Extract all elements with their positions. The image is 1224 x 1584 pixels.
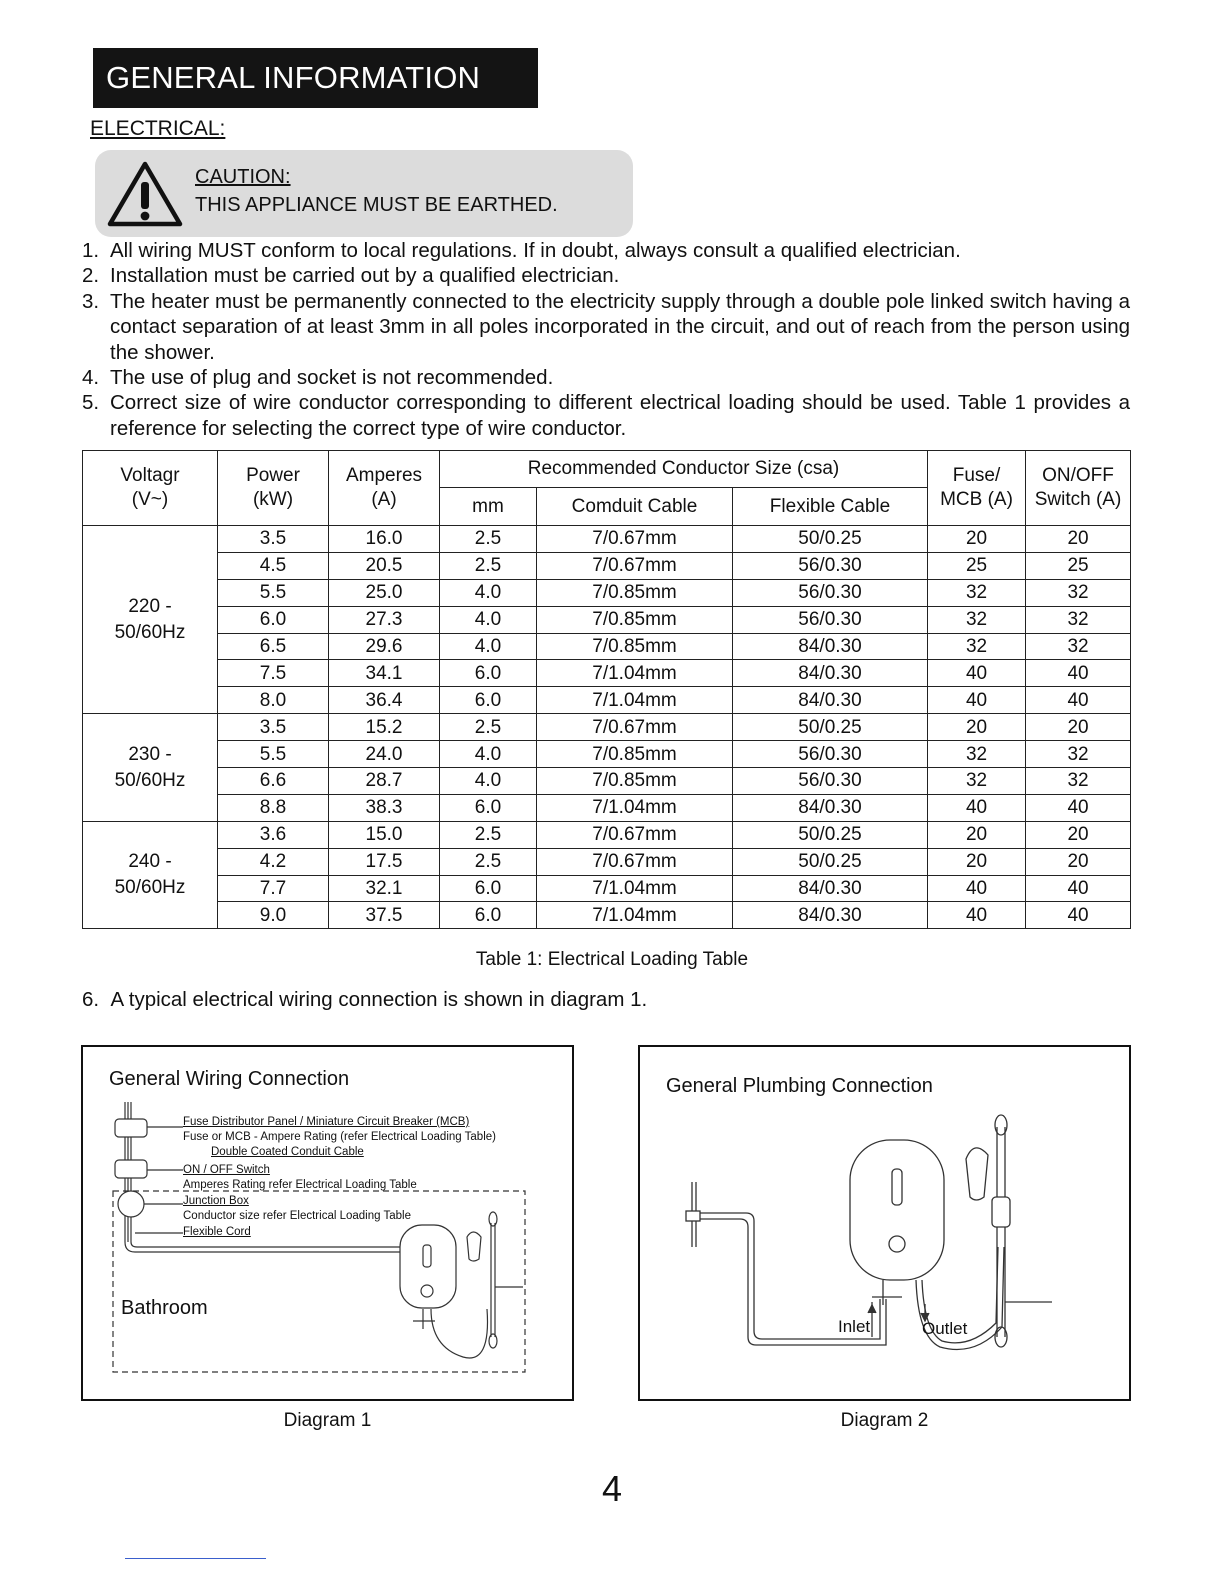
callout-junction-box: Junction Box [183,1195,249,1207]
table-cell: 6.0 [440,902,537,929]
table-cell: 7/0.67mm [537,848,733,875]
list-number: 4. [82,366,100,390]
table-cell: 20 [928,848,1026,875]
callout-fuse-panel: Fuse Distributor Panel / Miniature Circuit Breaker (MCB) [183,1116,470,1128]
table-cell: 50/0.25 [733,821,928,848]
table-cell: 6.0 [440,660,537,687]
callout-conduit-cable: Double Coated Conduit Cable [211,1146,364,1158]
table-cell: 40 [928,794,1026,821]
table-cell: 40 [1026,794,1131,821]
table-cell: 40 [1026,902,1131,929]
conduit-cable-header: Comduit Cable [537,488,733,526]
table-cell: 84/0.30 [733,660,928,687]
table-cell: 4.0 [440,768,537,795]
table-row [83,606,1131,633]
callout-flexible-cord: Flexible Cord [183,1226,251,1238]
voltage-cell: 240 - 50/60Hz [83,821,218,929]
table-cell: 20 [928,714,1026,741]
table-cell: 84/0.30 [733,875,928,902]
table-cell: 20 [1026,526,1131,553]
table-cell: 32 [928,741,1026,768]
table-cell: 84/0.30 [733,794,928,821]
callout-conductor-size: Conductor size refer Electrical Loading Table [183,1210,411,1222]
table-cell: 7/0.85mm [537,768,733,795]
table-cell: 40 [1026,875,1131,902]
list-number: 2. [82,264,100,288]
table-cell: 56/0.30 [733,741,928,768]
table-cell: 6.0 [440,687,537,714]
electrical-loading-table [82,450,1131,929]
table-cell: 2.5 [440,821,537,848]
list-item-6: 6. A typical electrical wiring connection is shown in diagram 1. [82,988,648,1011]
table-cell: 7/0.85mm [537,579,733,606]
table-cell: 29.6 [329,633,440,660]
power-header: Power (kW) [218,451,329,526]
table-cell: 7/0.85mm [537,606,733,633]
table-cell: 2.5 [440,848,537,875]
list-item [82,365,1130,390]
table-cell: 40 [928,875,1026,902]
list-number: 3. [82,289,100,313]
bathroom-label: Bathroom [121,1297,208,1319]
list-item [82,238,1130,263]
table-cell: 40 [928,687,1026,714]
table-cell: 3.6 [218,821,329,848]
list-text: The use of plug and socket is not recommended. [110,366,554,390]
table-cell: 40 [1026,687,1131,714]
table-cell: 50/0.25 [733,848,928,875]
table-cell: 7/1.04mm [537,687,733,714]
list-text: Installation must be carried out by a qualified electrician. [110,264,620,288]
table-cell: 34.1 [329,660,440,687]
diagram-1-caption: Diagram 1 [283,1410,372,1431]
table-cell: 32 [928,579,1026,606]
plumbing-diagram-title: General Plumbing Connection [666,1075,933,1097]
switch-header: ON/OFF Switch (A) [1026,451,1131,526]
amperes-header: Amperes (A) [329,451,440,526]
table-cell: 3.5 [218,526,329,553]
table-cell: 7/1.04mm [537,660,733,687]
table-cell: 8.0 [218,687,329,714]
table-cell: 56/0.30 [733,552,928,579]
table-cell: 9.0 [218,902,329,929]
table-cell: 32 [1026,579,1131,606]
table-cell: 5.5 [218,579,329,606]
table-row [83,687,1131,714]
list-item [82,289,1130,365]
list-number: 5. [82,391,100,415]
table-cell: 84/0.30 [733,633,928,660]
list-item [82,390,1130,441]
plumbing-illustration [640,1047,1128,1398]
table-cell: 4.5 [218,552,329,579]
table-cell: 32 [1026,606,1131,633]
table-row [83,660,1131,687]
table-cell: 4.0 [440,633,537,660]
table-cell: 4.2 [218,848,329,875]
electrical-label: ELECTRICAL: [90,117,226,140]
table-cell: 7/0.85mm [537,741,733,768]
table-cell: 8.8 [218,794,329,821]
table-row [83,552,1131,579]
warning-triangle-icon [107,160,183,228]
table-cell: 36.4 [329,687,440,714]
table-cell: 32 [928,606,1026,633]
list-text: The heater must be permanently connected to the electricity supply through a double pole linked switch having a contact separation of at least 3mm in all poles incorporated in the circuit, and out of reach from the person using the shower. [110,289,1130,364]
outlet-label: Outlet [922,1319,968,1338]
table-cell: 32 [1026,633,1131,660]
voltage-cell: 220 - 50/60Hz [83,526,218,714]
table-cell: 20 [928,821,1026,848]
table-cell: 32 [1026,741,1131,768]
table-cell: 2.5 [440,552,537,579]
table-cell: 40 [928,660,1026,687]
table-cell: 7/0.67mm [537,821,733,848]
table-caption: Table 1: Electrical Loading Table [475,949,749,970]
wiring-diagram-title: General Wiring Connection [109,1068,350,1090]
table-cell: 40 [1026,660,1131,687]
table-cell: 25 [1026,552,1131,579]
table-cell: 32 [928,633,1026,660]
footer-rule [125,1558,266,1559]
table-cell: 7/0.67mm [537,552,733,579]
table-row [83,875,1131,902]
table-cell: 20 [1026,714,1131,741]
diagram-2-caption: Diagram 2 [840,1410,929,1431]
section-header: GENERAL INFORMATION [93,48,538,108]
table-cell: 25 [928,552,1026,579]
table-cell: 20 [928,526,1026,553]
plumbing-diagram [638,1045,1131,1401]
table-cell: 7.5 [218,660,329,687]
conductor-size-header: Recommended Conductor Size (csa) [440,451,928,488]
table-cell: 6.0 [440,794,537,821]
table-cell: 84/0.30 [733,902,928,929]
table-cell: 25.0 [329,579,440,606]
table-cell: 37.5 [329,902,440,929]
table-cell: 56/0.30 [733,768,928,795]
table-cell: 24.0 [329,741,440,768]
table-cell: 7/0.67mm [537,714,733,741]
table-cell: 4.0 [440,741,537,768]
table-row [83,848,1131,875]
caution-box [95,150,633,237]
table-row [83,902,1131,929]
list-text: All wiring MUST conform to local regulations. If in doubt, always consult a qualified electrician. [110,239,961,262]
table-cell: 6.0 [218,606,329,633]
table-cell: 17.5 [329,848,440,875]
callout-amperes-rating: Amperes Rating refer Electrical Loading Table [183,1179,417,1191]
callout-fuse-rating: Fuse or MCB - Ampere Rating (refer Electrical Loading Table) [183,1131,496,1143]
voltage-cell: 230 - 50/60Hz [83,714,218,822]
table-cell: 7/1.04mm [537,902,733,929]
table-cell: 3.5 [218,714,329,741]
wiring-diagram [81,1045,574,1401]
table-cell: 20.5 [329,552,440,579]
table-cell: 6.0 [440,875,537,902]
instruction-list [82,238,1130,441]
table-cell: 32 [928,768,1026,795]
flexible-cable-header: Flexible Cable [733,488,928,526]
table-cell: 2.5 [440,714,537,741]
table-row [83,794,1131,821]
list-item [82,263,1130,288]
list-number: 1. [82,239,100,262]
table-cell: 50/0.25 [733,714,928,741]
table-cell: 7/1.04mm [537,875,733,902]
table-cell: 6.5 [218,633,329,660]
table-cell: 27.3 [329,606,440,633]
table-cell: 15.0 [329,821,440,848]
table-cell: 7/0.85mm [537,633,733,660]
table-cell: 2.5 [440,526,537,553]
table-row [83,821,1131,848]
table-cell: 20 [1026,821,1131,848]
table-cell: 40 [928,902,1026,929]
table-cell: 56/0.30 [733,606,928,633]
table-cell: 4.0 [440,579,537,606]
voltage-header: Voltagr (V~) [83,451,218,526]
table-cell: 20 [1026,848,1131,875]
table-cell: 4.0 [440,606,537,633]
table-cell: 7/0.67mm [537,526,733,553]
mm-header: mm [440,488,537,526]
page-number: 4 [601,1468,623,1509]
table-cell: 56/0.30 [733,579,928,606]
table-row [83,579,1131,606]
table-cell: 7.7 [218,875,329,902]
table-cell: 38.3 [329,794,440,821]
table-row [83,768,1131,795]
table-cell: 84/0.30 [733,687,928,714]
table-cell: 32.1 [329,875,440,902]
fuse-header: Fuse/ MCB (A) [928,451,1026,526]
table-cell: 7/1.04mm [537,794,733,821]
table-row [83,714,1131,741]
callout-switch: ON / OFF Switch [183,1164,270,1176]
table-cell: 32 [1026,768,1131,795]
caution-title: CAUTION: [195,166,291,188]
caution-text: THIS APPLIANCE MUST BE EARTHED. [195,194,558,216]
list-text: Correct size of wire conductor corresponding to different electrical loading should be used. Table 1 provides a reference for selecting the correct type of wire conductor. [110,391,1130,440]
table-cell: 5.5 [218,741,329,768]
table-row [83,741,1131,768]
table-cell: 28.7 [329,768,440,795]
table-cell: 50/0.25 [733,526,928,553]
table-row [83,633,1131,660]
table-cell: 6.6 [218,768,329,795]
table-cell: 15.2 [329,714,440,741]
table-cell: 16.0 [329,526,440,553]
table-row [83,526,1131,553]
inlet-label: Inlet [838,1317,871,1336]
